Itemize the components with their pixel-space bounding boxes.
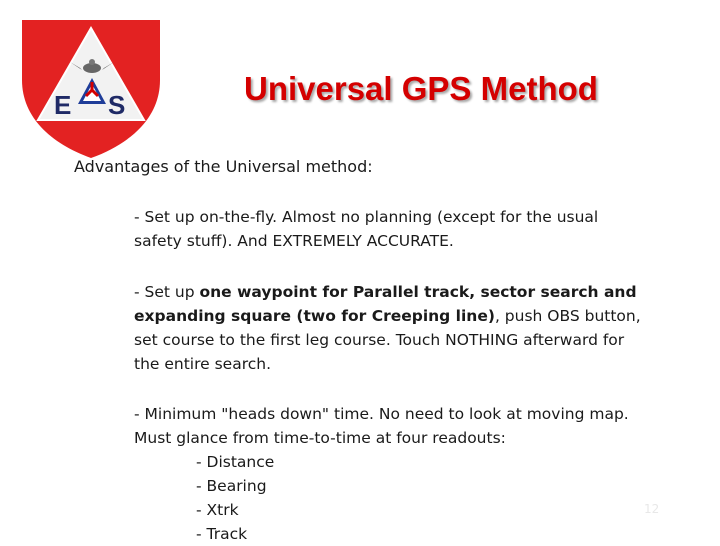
page-title: Universal GPS Method	[244, 70, 598, 107]
advantage-1: - Set up on-the-fly. Almost no planning (except for the usual safety stuff). And EXTREMELY ACCURATE.	[134, 208, 599, 250]
readout-item: - Bearing	[196, 477, 267, 495]
logo-letter-e: E	[54, 90, 72, 120]
advantage-2-tail: , push OBS button, set course to the first leg course. Touch NOTHING afterward for the entire search.	[134, 307, 641, 373]
ces-logo	[20, 18, 162, 160]
readout-item: - Distance	[196, 453, 275, 471]
advantage-2	[134, 280, 644, 376]
advantage-3-text: - Minimum "heads down" time. No need to look at moving map. Must glance from time-to-time at four readouts:	[134, 405, 629, 447]
advantage-3	[134, 402, 644, 546]
readout-item: - Track	[196, 525, 248, 543]
page-number: 12	[644, 502, 660, 516]
logo-letter-s: S	[108, 90, 126, 120]
intro-text: Advantages of the Universal method:	[74, 157, 373, 176]
advantage-2-bold: one waypoint for Parallel track, sector search and expanding square (two for Creeping line)	[134, 283, 637, 325]
readout-item: - Xtrk	[196, 501, 239, 519]
advantage-2-lead: - Set up	[134, 283, 200, 301]
